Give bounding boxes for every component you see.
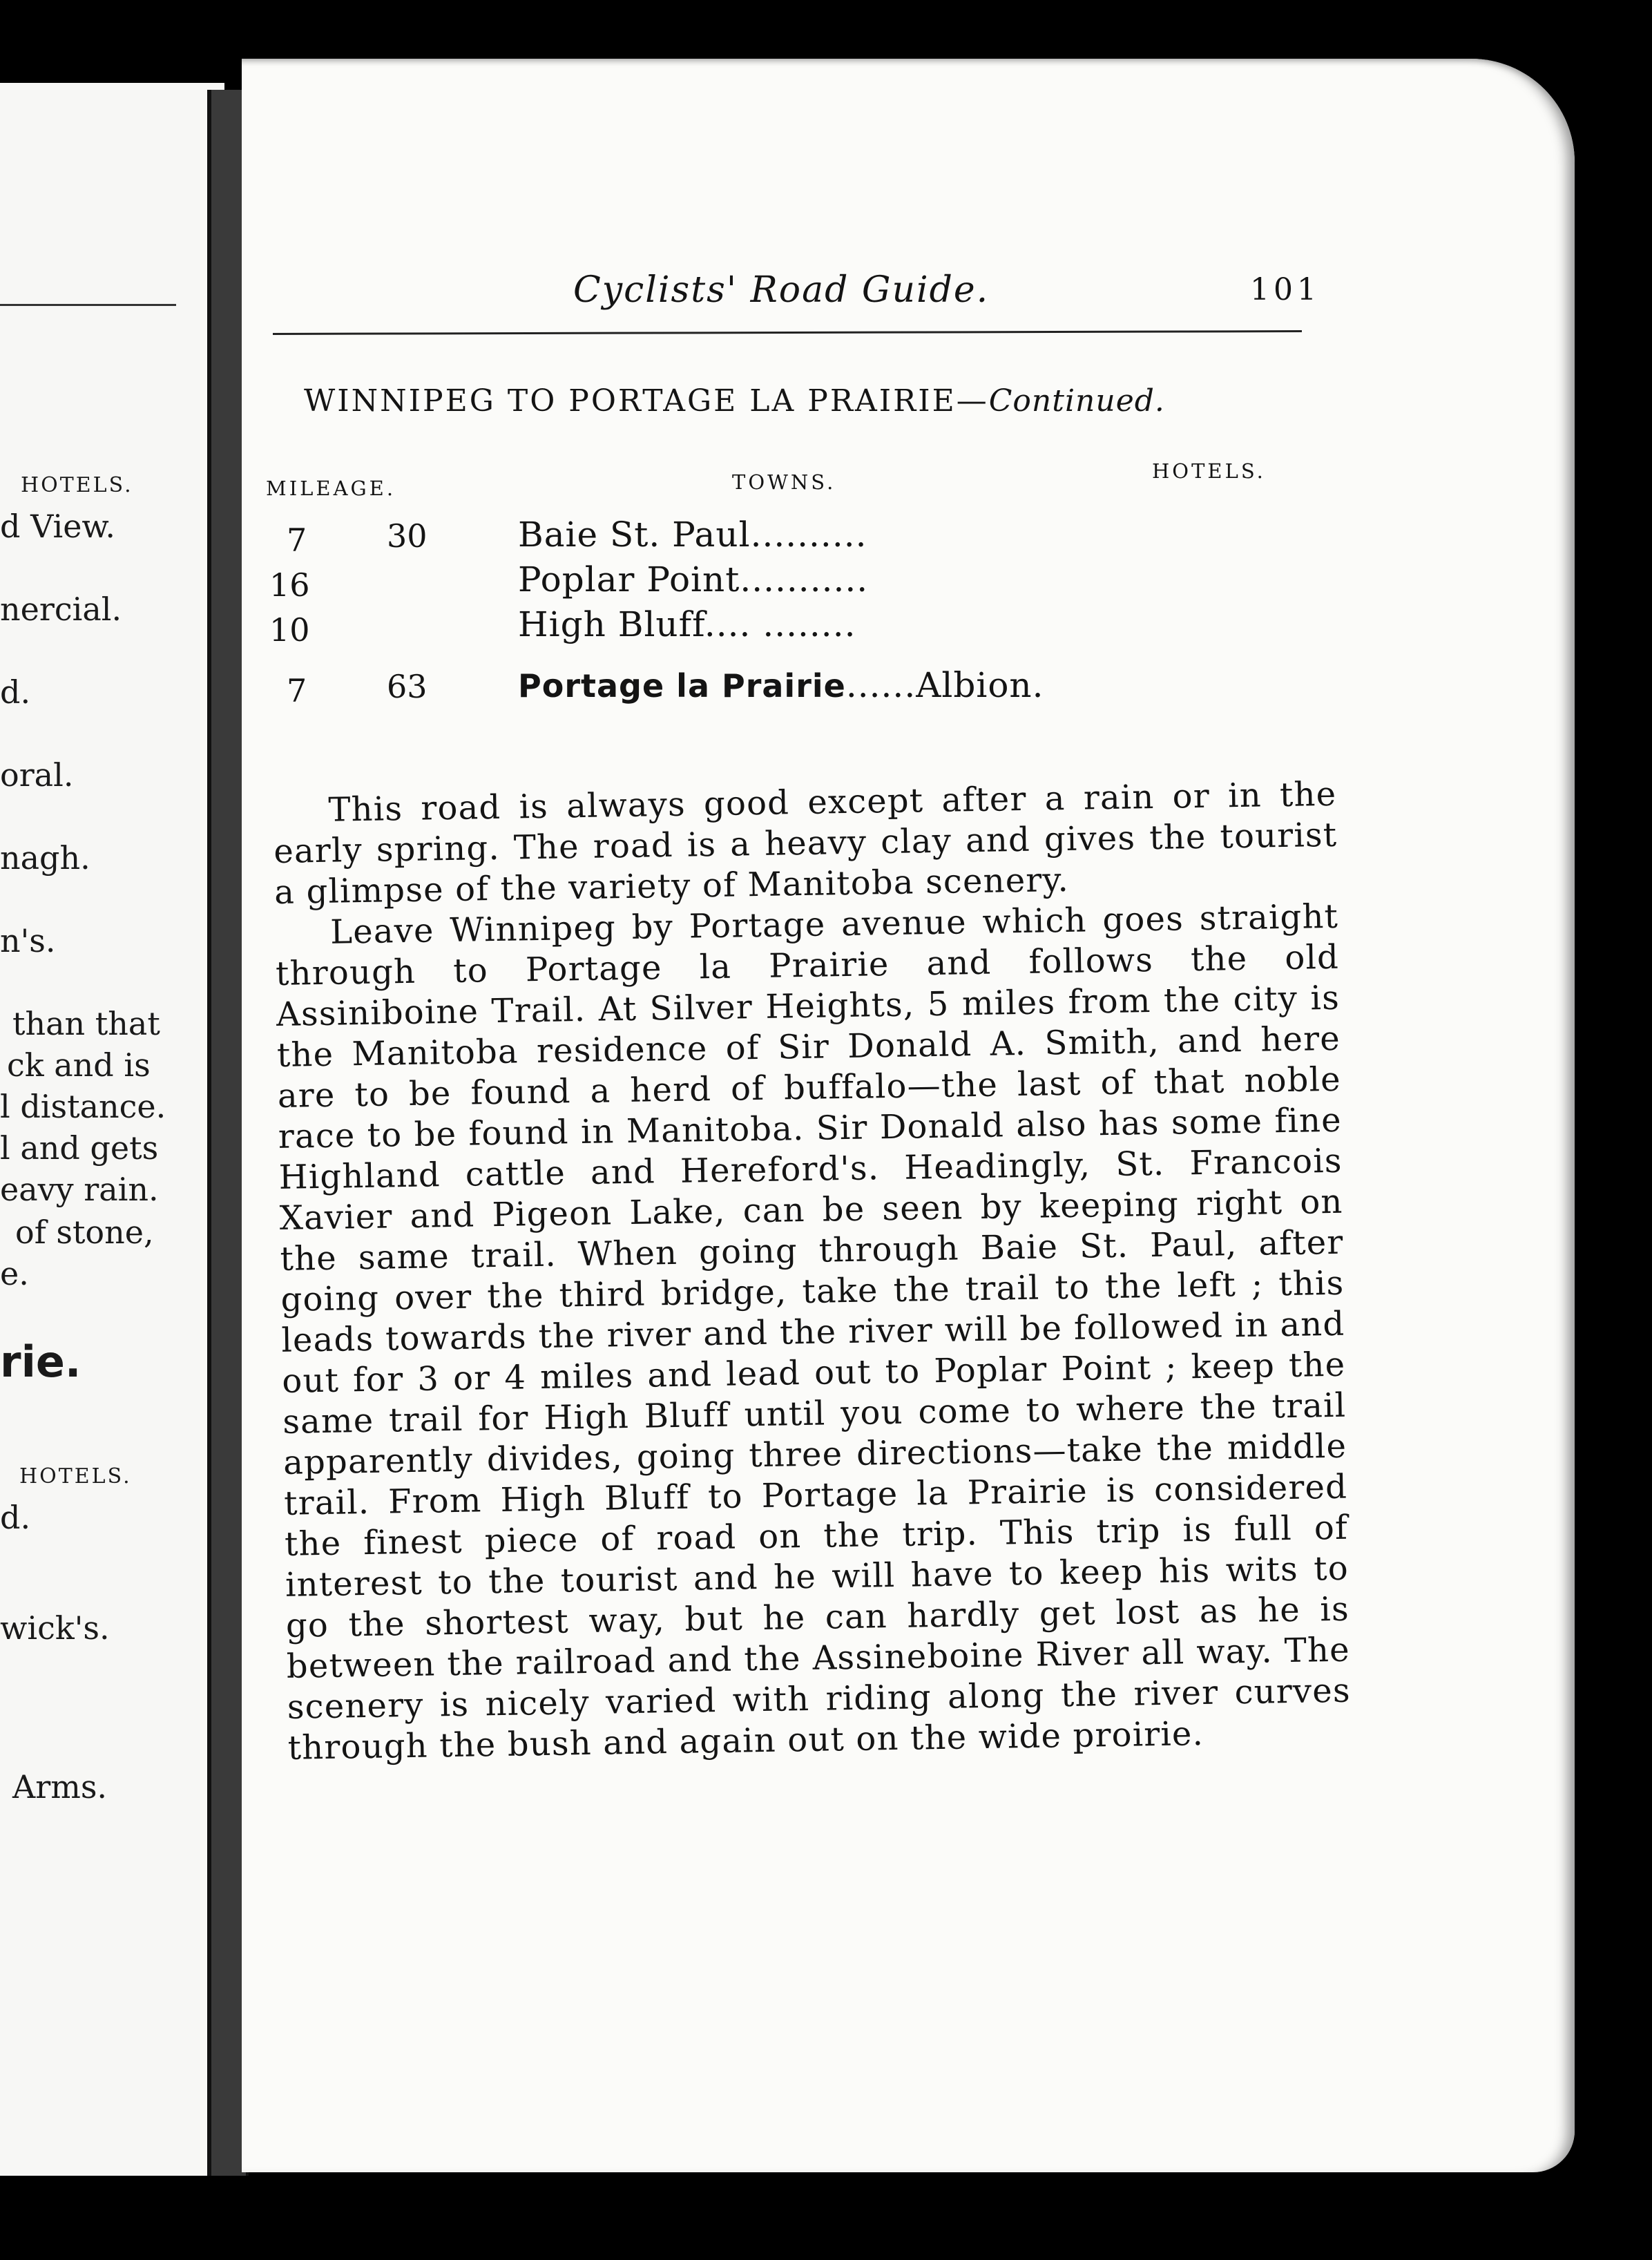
left-fragment: nercial. bbox=[0, 591, 122, 628]
row-cumulative: 30 bbox=[387, 517, 428, 555]
row-miles: 10 bbox=[269, 611, 310, 649]
column-header-hotels: HOTELS. bbox=[1152, 459, 1266, 483]
left-fragment: Arms. bbox=[12, 1768, 108, 1806]
left-fragment: nagh. bbox=[0, 839, 90, 877]
left-fragment: HOTELS. bbox=[21, 473, 133, 497]
body-text bbox=[273, 774, 1352, 1769]
column-header-mileage: MILEAGE. bbox=[266, 477, 396, 500]
left-fragment: l distance. bbox=[0, 1088, 166, 1125]
left-page-rule bbox=[0, 304, 176, 306]
town-name: Poplar Point bbox=[518, 559, 740, 600]
dot-leader: .......... bbox=[750, 515, 867, 555]
table-row bbox=[242, 515, 1554, 563]
town-name: Portage la Prairie bbox=[518, 667, 846, 705]
left-fragment: e. bbox=[0, 1255, 29, 1292]
row-hotel: Albion. bbox=[916, 665, 1044, 705]
left-fragment: d. bbox=[0, 673, 31, 711]
row-town bbox=[518, 604, 856, 644]
row-town bbox=[518, 665, 1044, 705]
row-town bbox=[518, 559, 868, 600]
left-fragment: wick's. bbox=[0, 1609, 110, 1647]
left-fragment: of stone, bbox=[15, 1214, 154, 1251]
left-fragment: HOTELS. bbox=[19, 1464, 132, 1488]
left-page bbox=[0, 83, 224, 2176]
left-fragment: d View. bbox=[0, 508, 115, 545]
left-fragment: l and gets bbox=[0, 1129, 159, 1167]
left-fragment: n's. bbox=[0, 922, 56, 959]
row-miles: 16 bbox=[269, 566, 310, 604]
section-title: WINNIPEG TO PORTAGE LA PRAIRIE— bbox=[304, 383, 989, 419]
town-name: High Bluff bbox=[518, 604, 704, 644]
running-title: Cyclists' Road Guide. bbox=[573, 269, 990, 311]
paragraph: Leave Winnipeg by Portage avenue which goes straight through to Portage la Prairie and follows the old Assiniboine Trail. At Silver Heights, 5 miles from the city is the Manitoba residence of Sir Donald A. Smith, and here are to be found a herd of buffalo—the last of that noble race to be found in Manitoba. Sir Donald also has some fine Highland cattle and Hereford's. Headingly, St. Francois Xavier and Pigeon Lake, can be seen by keeping right on the same trail. When going through Baie St. Paul, after going over the third bridge, take the trail to the left ; this leads towards the river and the river will be followed in and out for 3 or 4 miles and lead out to Poplar Point ; keep the same trail for High Bluff until you come to where the trail apparently divides, going three directions—take the middle trail. From High Bluff to Portage la Prairie is considered the finest piece of road on the trip. This trip is full of interest to the tourist and he will have to keep his wits to go the shortest way, but he can hardly get lost as he is between the railroad and the Assineboine River all way. The scenery is nicely varied with riding along the river curves through the bush and again out on the wide proirie. bbox=[275, 897, 1352, 1768]
dot-leader: .... ........ bbox=[704, 604, 856, 644]
section-continued: Continued. bbox=[988, 383, 1165, 419]
row-miles: 7 bbox=[287, 521, 307, 559]
left-fragment: rie. bbox=[0, 1337, 81, 1387]
header-rule bbox=[273, 330, 1302, 335]
left-fragment: than that bbox=[12, 1005, 160, 1042]
dot-leader: ...... bbox=[845, 665, 916, 705]
table-row bbox=[242, 559, 1554, 608]
column-header-towns: TOWNS. bbox=[732, 470, 836, 494]
row-cumulative: 63 bbox=[387, 668, 428, 705]
right-page bbox=[242, 59, 1575, 2172]
table-row bbox=[242, 665, 1554, 714]
row-miles: 7 bbox=[287, 672, 307, 709]
page-number: 101 bbox=[1250, 272, 1320, 307]
left-fragment: d. bbox=[0, 1499, 31, 1536]
left-fragment: eavy rain. bbox=[0, 1171, 159, 1208]
left-fragment: ck and is bbox=[7, 1046, 151, 1084]
table-row bbox=[242, 604, 1554, 653]
left-fragment: oral. bbox=[0, 756, 74, 794]
paragraph: This road is always good except after a rain or in the early spring. The road is a heavy clay and gives the tourist a glimpse of the variety of Manitoba scenery. bbox=[273, 774, 1338, 912]
town-name: Baie St. Paul bbox=[518, 515, 751, 555]
row-town bbox=[518, 515, 867, 555]
running-head bbox=[242, 269, 1554, 325]
dot-leader: ........... bbox=[740, 559, 869, 600]
section-heading bbox=[304, 383, 1165, 419]
